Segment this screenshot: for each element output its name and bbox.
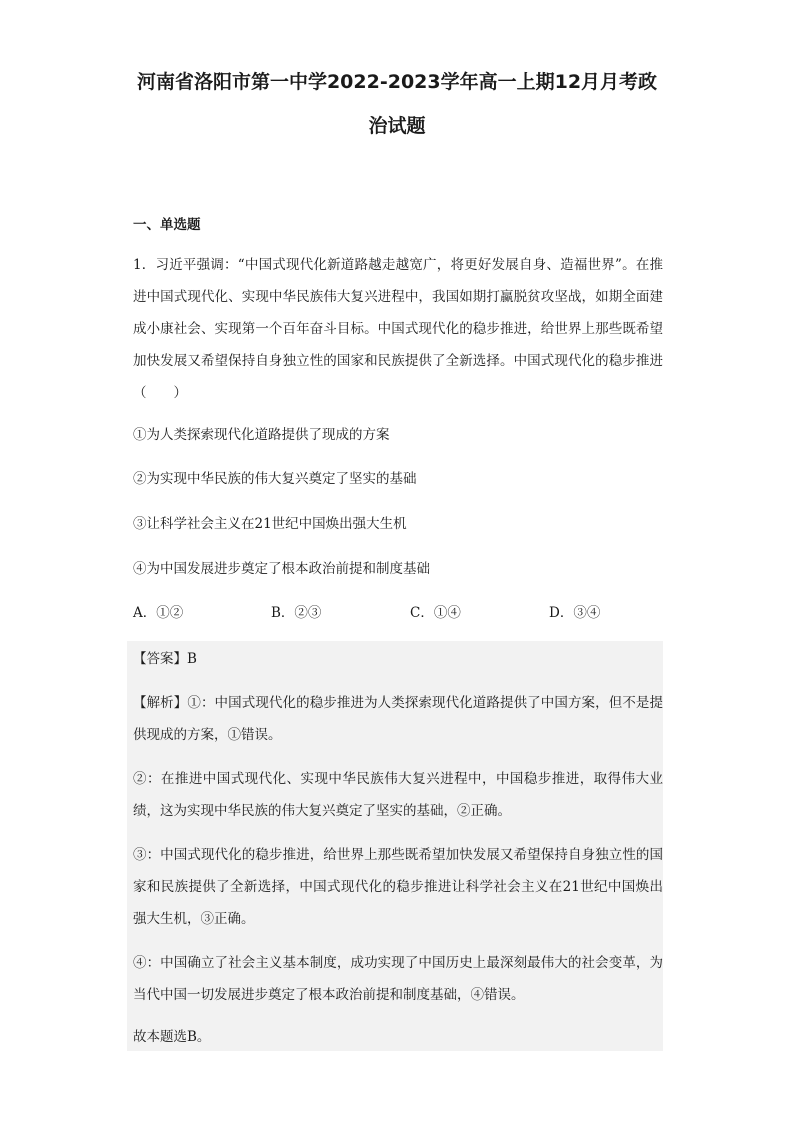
- choice-b: B．②③: [271, 605, 322, 621]
- answer-line: 【答案】B: [133, 651, 197, 667]
- statement-2: ②为实现中华民族的伟大复兴奠定了坚实的基础: [133, 471, 417, 487]
- title-line-2: 治试题: [368, 115, 426, 137]
- title-line-1: 河南省洛阳市第一中学2022-2023学年高一上期12月月考政: [136, 71, 658, 93]
- conclusion-line: 故本题选B。: [133, 1029, 211, 1045]
- choice-a: A．①②: [133, 605, 184, 621]
- explanation-2: ②：在推进中国式现代化、实现中华民族伟大复兴进程中，中国稳步推进，取得伟大业绩，这为实现中华民族的伟大复兴奠定了坚实的基础，②正确。: [133, 771, 663, 819]
- section-heading: 一、单选题: [133, 217, 201, 233]
- choice-d: D．③④: [549, 605, 601, 621]
- explanation-4: ④：中国确立了社会主义基本制度，成功实现了中国历史上最深刻最伟大的社会变革，为当代中国一切发展进步奠定了根本政治前提和制度基础，④错误。: [133, 955, 663, 1003]
- statement-1: ①为人类探索现代化道路提供了现成的方案: [133, 427, 390, 443]
- explanation-1: 【解析】①：中国式现代化的稳步推进为人类探索现代化道路提供了中国方案，但不是提供现成的方案，①错误。: [133, 695, 663, 743]
- question-stem: 1．习近平强调：“中国式现代化新道路越走越宽广，将更好发展自身、造福世界”。在推进中国式现代化、实现中华民族伟大复兴进程中，我国如期打赢脱贫攻坚战，如期全面建成小康社会、实现第一个百年奋斗目标。中国式现代化的稳步推进，给世界上那些既希望加快发展又希望保持自身独立性的国家和民族提供了全新选择。中国式现代化的稳步推进（ ）: [133, 257, 663, 401]
- statement-4: ④为中国发展进步奠定了根本政治前提和制度基础: [133, 561, 430, 577]
- statement-3: ③让科学社会主义在21世纪中国焕出强大生机: [133, 516, 407, 532]
- explanation-3: ③：中国式现代化的稳步推进，给世界上那些既希望加快发展又希望保持自身独立性的国家和民族提供了全新选择，中国式现代化的稳步推进让科学社会主义在21世纪中国焕出强大生机，③正确。: [133, 847, 663, 927]
- document-title: [120, 60, 674, 148]
- choice-c: C．①④: [410, 605, 461, 621]
